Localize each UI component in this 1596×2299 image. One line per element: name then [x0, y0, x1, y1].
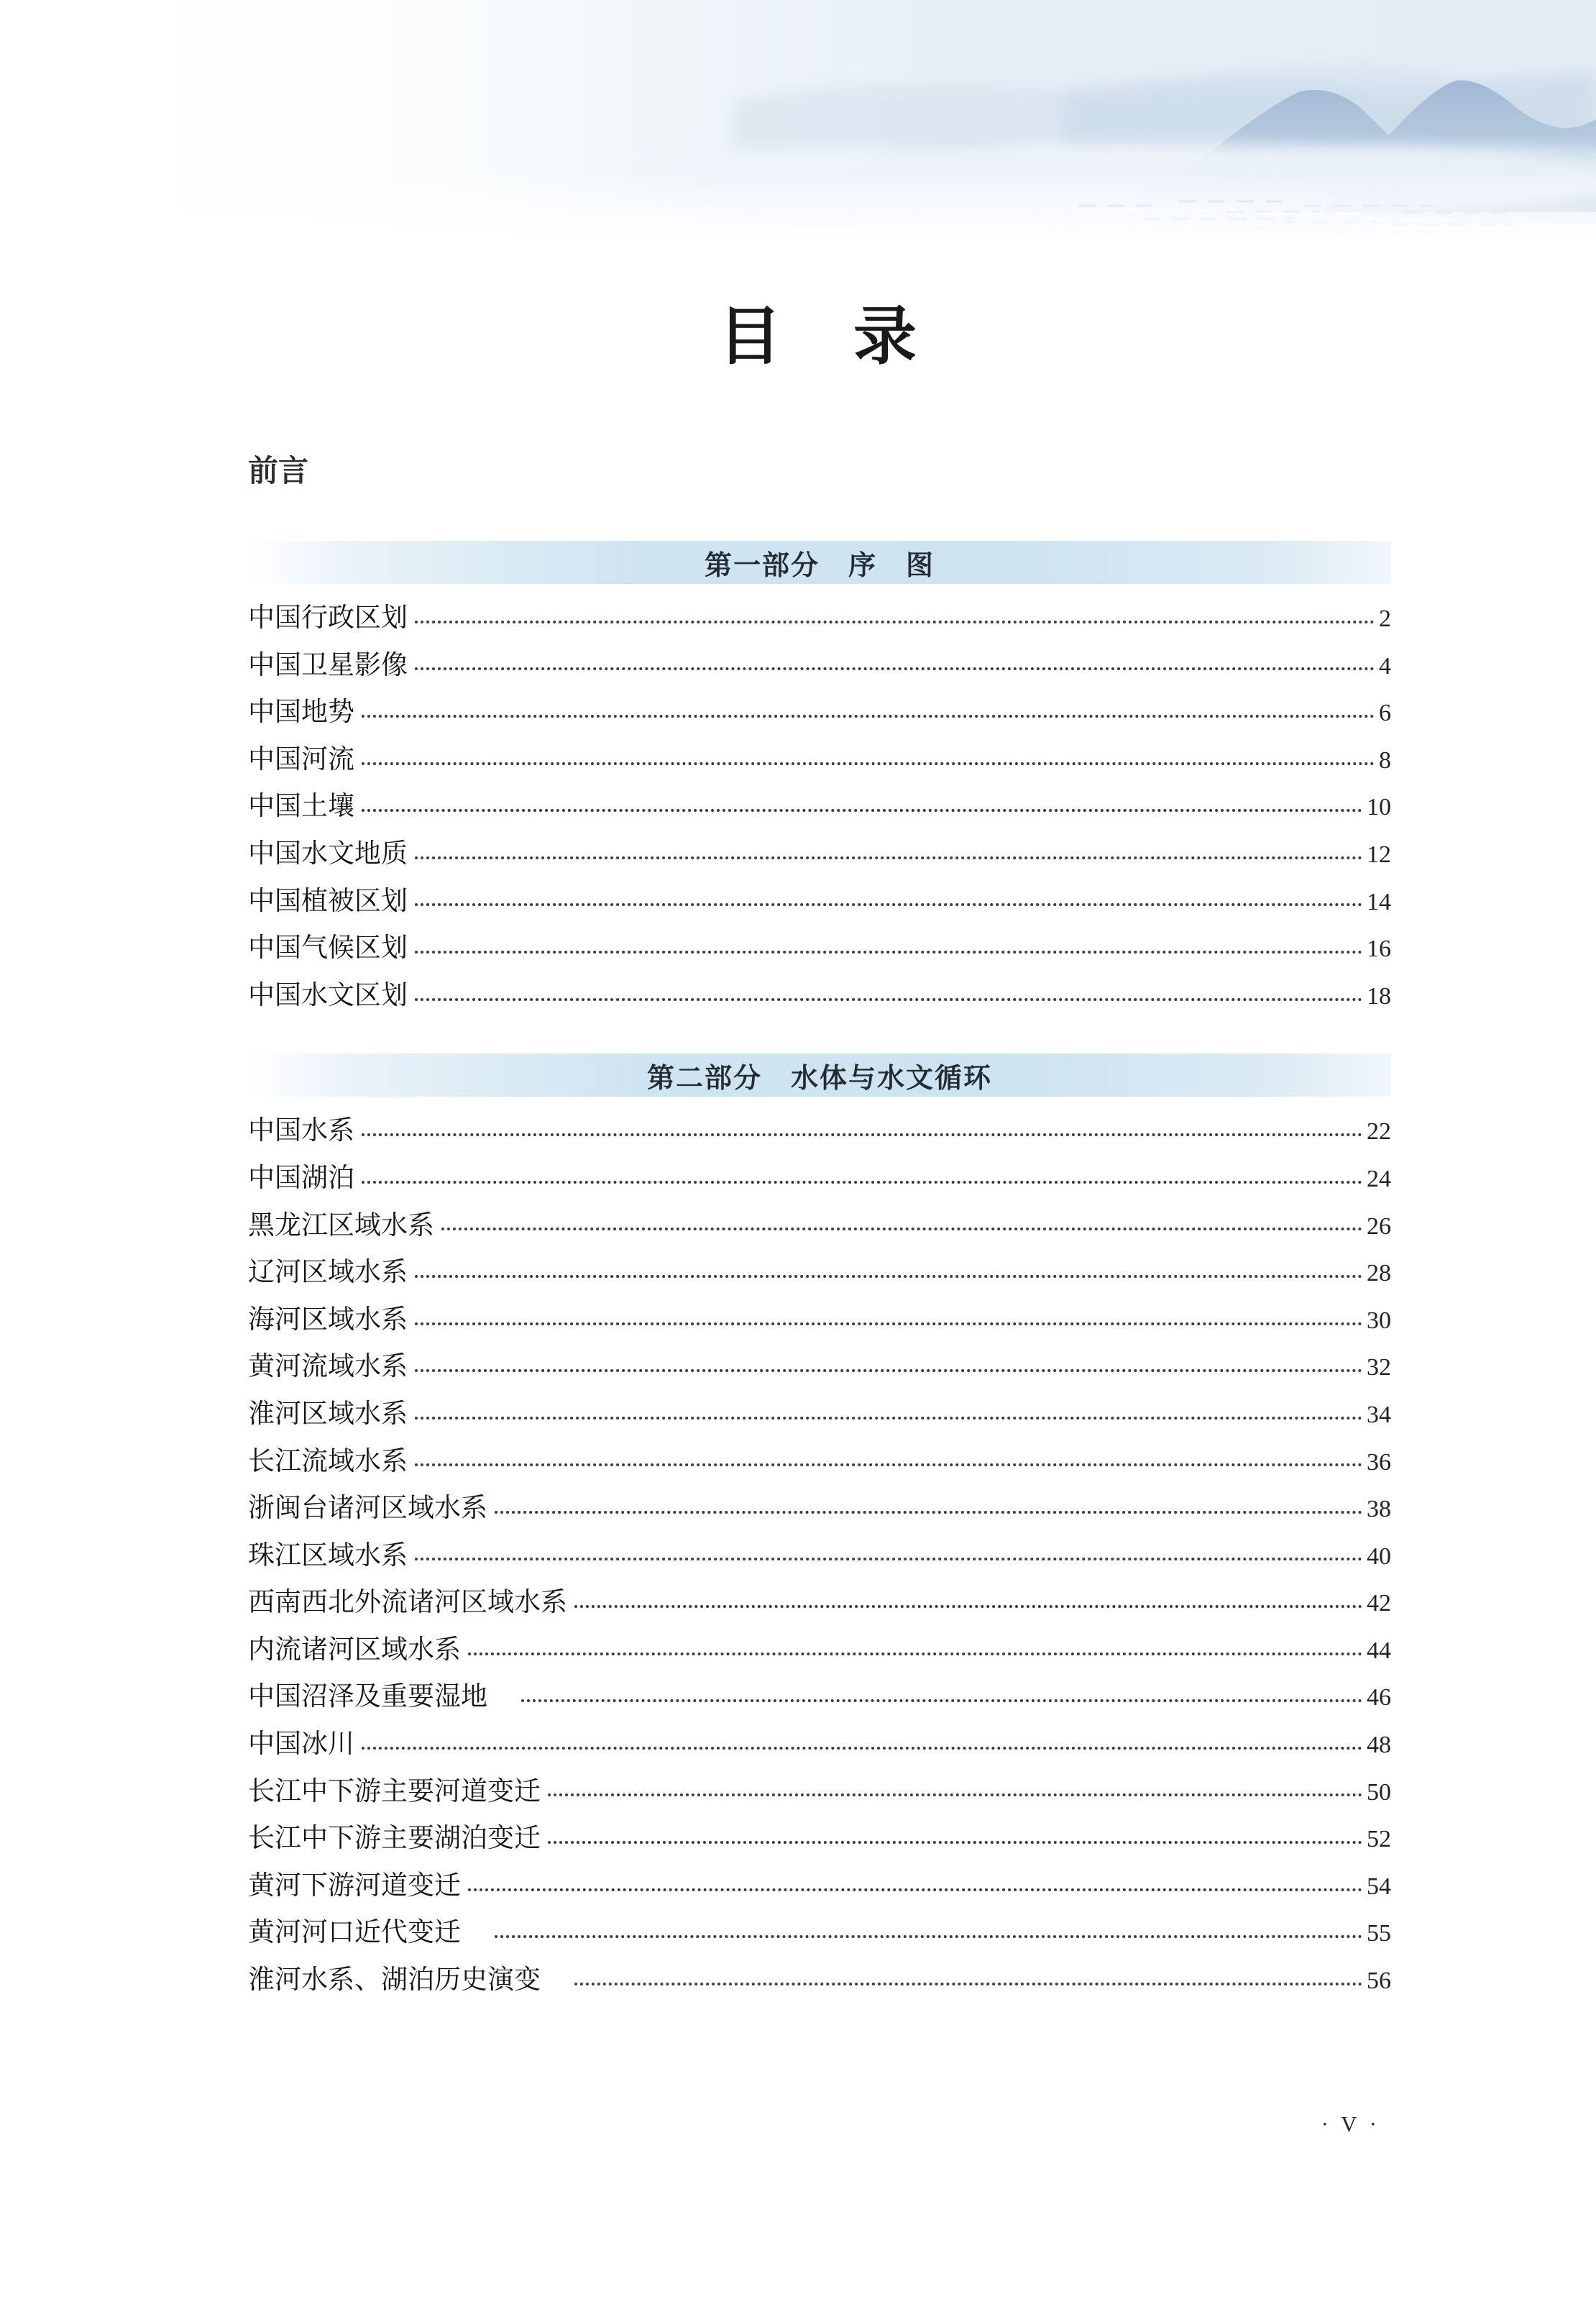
preface-heading: 前言: [248, 454, 309, 488]
dotted-leader: [362, 809, 1362, 812]
mountain-water-illustration: [0, 0, 1596, 239]
section-header-label: 第二部分 水体与水文循环: [646, 1063, 992, 1094]
toc-entry-page: 22: [1367, 1118, 1391, 1146]
toc-entry[interactable]: [248, 1768, 1391, 1816]
toc-entry-page: 2: [1379, 605, 1391, 632]
toc-entry[interactable]: [248, 1249, 1391, 1297]
toc-entry[interactable]: [248, 1579, 1391, 1627]
section-header-band: [248, 1053, 1391, 1097]
toc-entry-page: 34: [1367, 1401, 1391, 1428]
toc-entry-label: 黑龙江区域水系: [248, 1210, 434, 1240]
sky-wash: [0, 0, 1596, 239]
water-highlights: [1122, 210, 1452, 219]
main-mountains: [1143, 81, 1596, 212]
toc-entry-page: 26: [1367, 1212, 1391, 1240]
dotted-leader: [415, 856, 1362, 859]
toc-entry-label: 珠江区域水系: [248, 1540, 408, 1571]
toc-entry[interactable]: [248, 1721, 1391, 1768]
toc-entry-label: 中国沼泽及重要湿地: [248, 1682, 514, 1712]
dotted-leader: [415, 1417, 1362, 1420]
dotted-leader: [362, 1747, 1362, 1750]
small-hill: [838, 142, 1096, 173]
toc-entry[interactable]: [248, 1485, 1391, 1532]
toc-entry[interactable]: [248, 1202, 1391, 1250]
mist-2: [1215, 147, 1596, 196]
toc-entry[interactable]: [248, 1815, 1391, 1862]
toc-entry-label: 海河区域水系: [248, 1304, 408, 1335]
toc-entry-label: 中国冰川: [248, 1729, 354, 1760]
toc-entry[interactable]: [248, 1391, 1391, 1438]
toc-entry-page: 40: [1367, 1542, 1391, 1570]
toc-entry-page: 50: [1367, 1778, 1391, 1806]
section-header-label: 第一部分 序 图: [704, 550, 935, 581]
toc-entry-label: 黄河流域水系: [248, 1352, 408, 1382]
toc-entry-label: 辽河区域水系: [248, 1258, 408, 1288]
toc-entry[interactable]: [248, 925, 1391, 972]
toc-section: [248, 1053, 1391, 2003]
dotted-leader: [468, 1888, 1362, 1891]
toc-entry-page: 4: [1379, 652, 1391, 680]
toc-entry[interactable]: [248, 595, 1391, 642]
toc-entry-label: 黄河下游河道变迁: [248, 1870, 461, 1901]
toc-entry-label: 中国土壤: [248, 792, 354, 822]
toc-entry[interactable]: [248, 783, 1391, 831]
toc-entry-label: 中国河流: [248, 744, 354, 774]
dotted-leader: [468, 1653, 1362, 1655]
toc-entry-label: 中国地势: [248, 698, 354, 728]
toc-entry[interactable]: [248, 1532, 1391, 1580]
header-ink-wash-artwork: [0, 0, 1596, 239]
toc-entry-page: 8: [1379, 746, 1391, 774]
dotted-leader: [415, 621, 1375, 623]
toc-entry-label: 中国水文区划: [248, 980, 408, 1010]
section-header-band: [248, 541, 1391, 584]
dotted-leader: [362, 1181, 1362, 1184]
toc-entry-page: 46: [1367, 1684, 1391, 1711]
toc-entry-label: 中国植被区划: [248, 886, 408, 916]
toc-entry-page: 42: [1367, 1590, 1391, 1617]
toc-entry[interactable]: [248, 642, 1391, 690]
dotted-leader: [415, 1275, 1362, 1278]
toc-entry-page: 16: [1367, 936, 1391, 963]
toc-entry-page: 36: [1367, 1448, 1391, 1476]
toc-entry-label: 长江中下游主要河道变迁: [248, 1776, 541, 1806]
toc-entry-label: 西南西北外流诸河区域水系: [248, 1588, 567, 1618]
toc-entry-label: 中国卫星影像: [248, 650, 408, 680]
toc-entry-page: 28: [1367, 1260, 1391, 1287]
toc-entry[interactable]: [248, 972, 1391, 1020]
toc-entry-label: 黄河河口近代变迁: [248, 1918, 487, 1948]
toc-entry-page: 14: [1367, 888, 1391, 915]
toc-list: [248, 595, 1391, 1019]
toc-entry-page: 56: [1367, 1967, 1391, 1995]
toc-entry-label: 中国行政区划: [248, 603, 408, 633]
dotted-leader: [495, 1511, 1362, 1514]
toc-entry-label: 淮河水系、湖泊历史演变: [248, 1965, 567, 1996]
toc-entry-label: 浙闽台诸河区域水系: [248, 1494, 487, 1524]
page-number-footer: · V ·: [1321, 2111, 1380, 2136]
dotted-leader: [415, 1322, 1362, 1325]
distant-ridge-2: [1064, 76, 1596, 162]
toc-entry-label: 中国水文地质: [248, 838, 408, 869]
toc-entry-page: 24: [1367, 1165, 1391, 1192]
toc-entry[interactable]: [248, 1957, 1391, 2004]
toc-entry-page: 55: [1367, 1920, 1391, 1947]
dotted-leader: [362, 1133, 1362, 1136]
toc-entry-label: 长江中下游主要湖泊变迁: [248, 1824, 541, 1854]
toc-entry-page: 44: [1367, 1637, 1391, 1664]
dotted-leader: [415, 1369, 1362, 1372]
distant-ridge: [733, 65, 1596, 151]
toc-entry-page: 54: [1367, 1873, 1391, 1900]
bottom-fade: [0, 170, 1596, 239]
toc-entry-label: 长江流域水系: [248, 1446, 408, 1476]
dotted-leader: [415, 1558, 1362, 1560]
toc-entry[interactable]: [248, 1438, 1391, 1486]
toc-entry[interactable]: [248, 1297, 1391, 1344]
toc-entry-page: 48: [1367, 1732, 1391, 1759]
left-fade: [0, 0, 733, 239]
dotted-leader: [574, 1605, 1362, 1608]
toc-entry-page: 12: [1367, 841, 1391, 868]
toc-entry-label: 中国水系: [248, 1116, 354, 1146]
toc-entry[interactable]: [248, 1343, 1391, 1391]
toc-entry[interactable]: [248, 1627, 1391, 1674]
toc-entry-page: 10: [1367, 794, 1391, 821]
dotted-leader: [415, 951, 1362, 954]
toc-entry-label: 中国湖泊: [248, 1163, 354, 1193]
dotted-leader: [548, 1793, 1362, 1796]
toc-entry-page: 30: [1367, 1307, 1391, 1334]
toc-sections: [248, 541, 1391, 2004]
front-ridge: [1326, 152, 1596, 212]
page-title: 目 录: [717, 303, 921, 372]
mist: [604, 144, 1596, 219]
dotted-leader: [415, 903, 1362, 906]
dotted-leader: [415, 998, 1362, 1001]
toc-entry[interactable]: [248, 831, 1391, 878]
dotted-leader: [495, 1935, 1362, 1938]
dotted-leader: [521, 1699, 1362, 1702]
dotted-leader: [548, 1841, 1362, 1844]
toc-entry[interactable]: [248, 689, 1391, 736]
toc-entry[interactable]: [248, 878, 1391, 925]
toc-entry[interactable]: [248, 1909, 1391, 1957]
dotted-leader: [362, 715, 1375, 718]
toc-entry-label: 淮河区域水系: [248, 1399, 408, 1429]
toc-entry-page: 6: [1379, 700, 1391, 727]
toc-section: [248, 541, 1391, 1019]
toc-entry[interactable]: [248, 736, 1391, 784]
dotted-leader: [415, 1463, 1362, 1466]
toc-entry[interactable]: [248, 1155, 1391, 1202]
toc-entry[interactable]: [248, 1107, 1391, 1155]
dotted-leader: [574, 1983, 1362, 1985]
toc-entry-label: 中国气候区划: [248, 933, 408, 964]
dotted-leader: [441, 1228, 1362, 1230]
toc-entry[interactable]: [248, 1862, 1391, 1910]
water-ripples: [1078, 201, 1513, 232]
toc-entry-page: 52: [1367, 1826, 1391, 1853]
dotted-leader: [362, 762, 1375, 765]
toc-list: [248, 1107, 1391, 2003]
toc-entry-page: 18: [1367, 982, 1391, 1010]
toc-entry-label: 内流诸河区域水系: [248, 1635, 461, 1665]
toc-entry-page: 38: [1367, 1496, 1391, 1523]
toc-entry[interactable]: [248, 1673, 1391, 1721]
toc-entry-page: 32: [1367, 1354, 1391, 1381]
dotted-leader: [415, 667, 1375, 670]
